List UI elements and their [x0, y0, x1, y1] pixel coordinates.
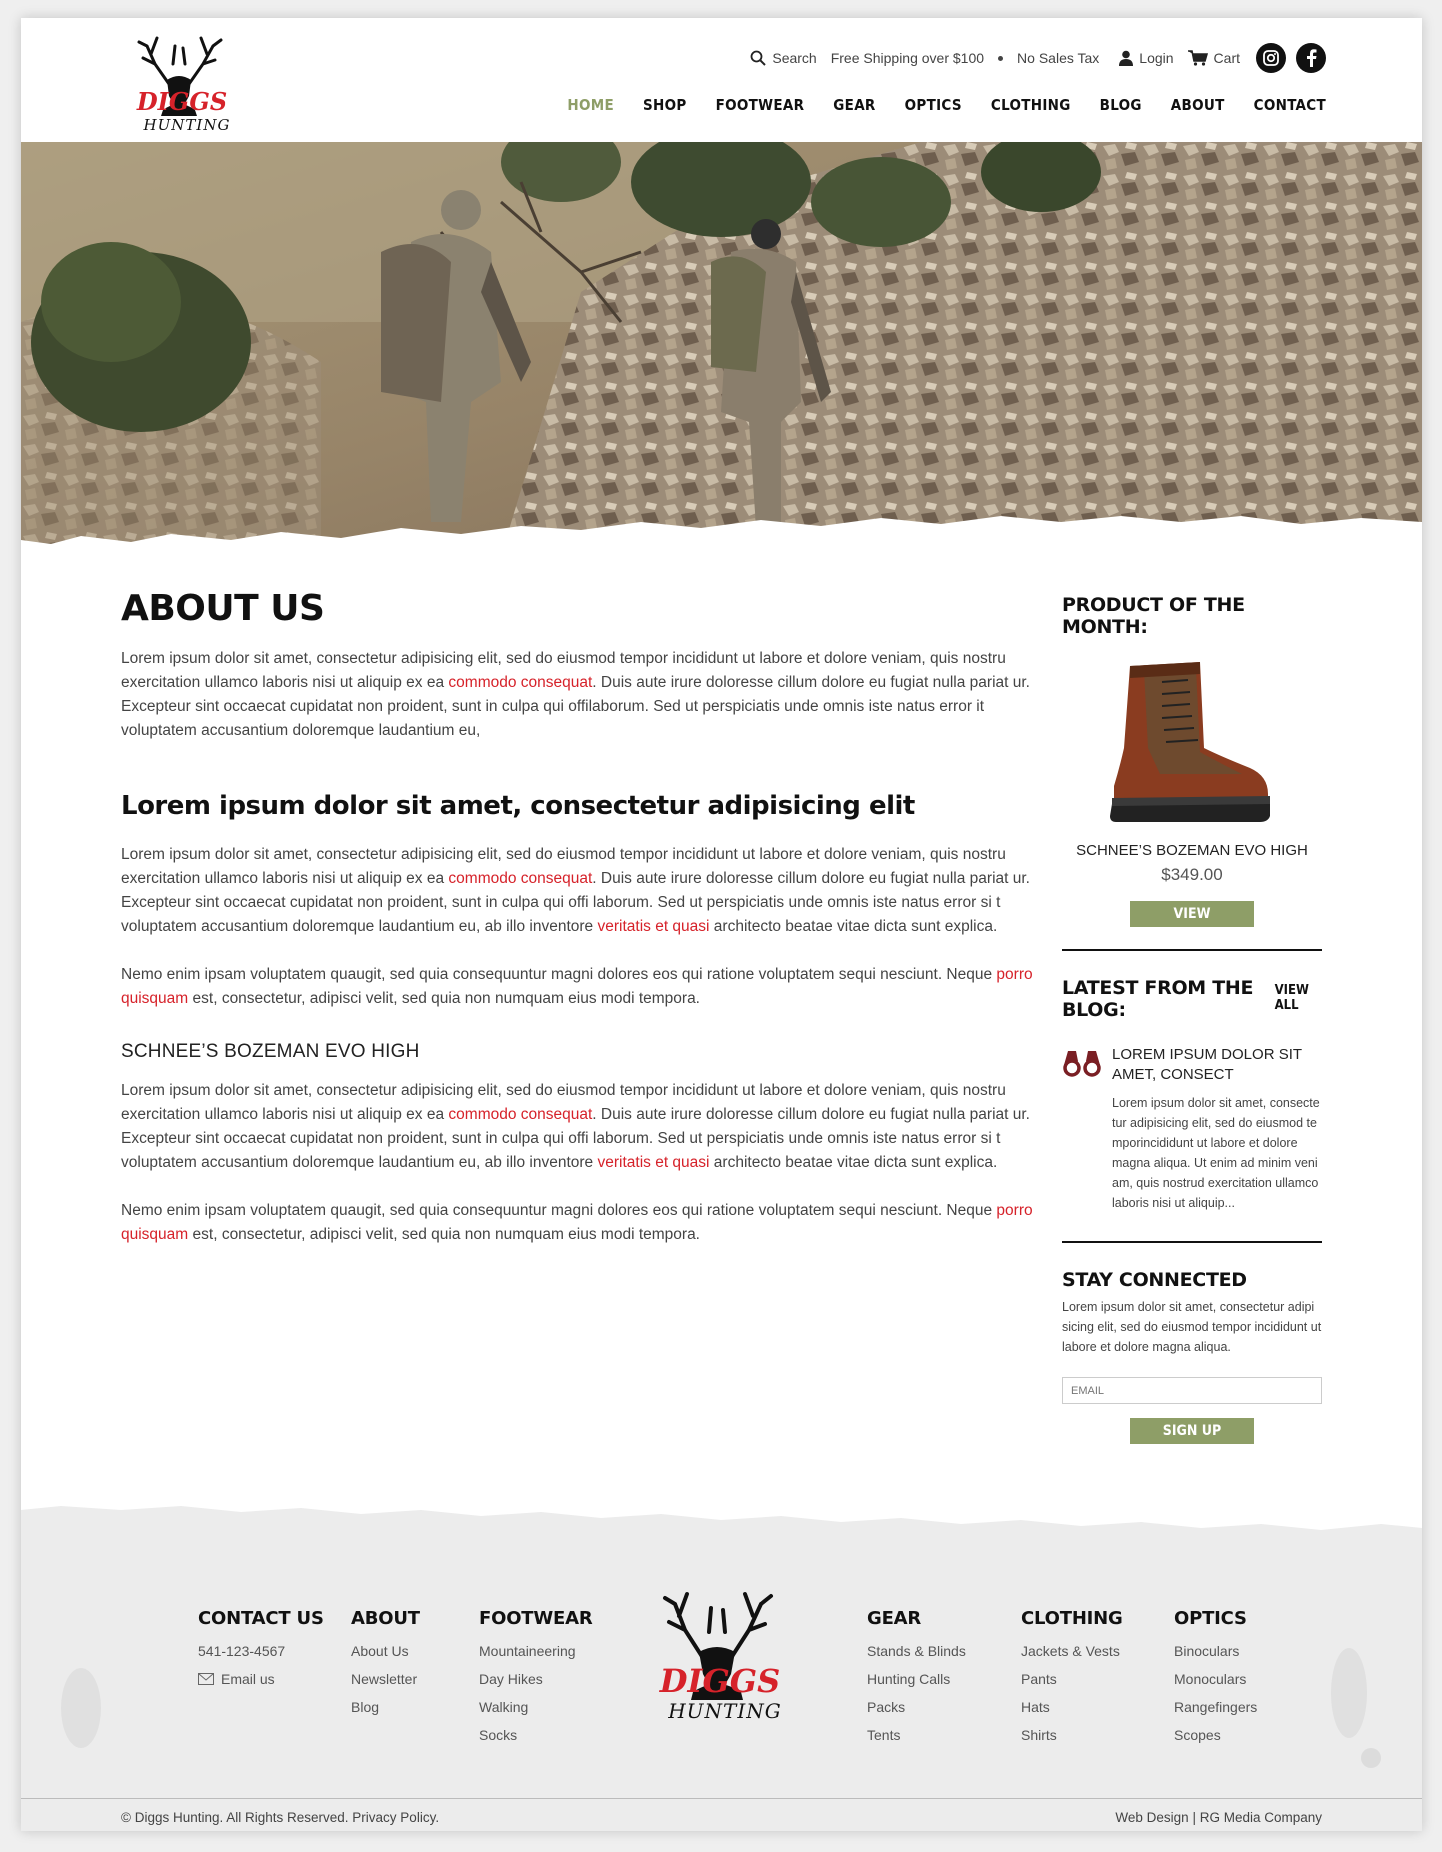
- footer-optics: [1174, 1608, 1257, 1749]
- nav-contact[interactable]: CONTACT: [1253, 96, 1326, 114]
- p3-text-a: Nemo enim ipsam voluptatem quaugit, sed quia consequuntur magni dolores eos qui ratione voluptatem sequi nesciunt. Neque: [121, 966, 997, 983]
- signup-wrap: [1062, 1418, 1322, 1444]
- site-logo[interactable]: [117, 24, 247, 136]
- p3-link[interactable]: porro quisquam: [121, 966, 1033, 1007]
- nav-blog[interactable]: BLOG: [1099, 96, 1142, 114]
- footer-bottom-bar: [121, 1810, 1322, 1825]
- search-label: Search: [772, 50, 817, 66]
- footer-link[interactable]: Binoculars: [1174, 1643, 1240, 1659]
- blog-header: [1062, 977, 1322, 1021]
- p4-link-2[interactable]: veritatis et quasi: [597, 1154, 710, 1171]
- nav-home[interactable]: HOME: [567, 96, 614, 114]
- footer-about: [351, 1608, 420, 1721]
- footer-link[interactable]: Monoculars: [1174, 1671, 1247, 1687]
- footer-link[interactable]: Tents: [867, 1727, 901, 1743]
- footer-link[interactable]: Packs: [867, 1699, 906, 1715]
- blog-post-excerpt: Lorem ipsum dolor sit amet, consecte tur adipisicing elit, sed do eiusmod te mporincididunt ut labore et dolore magna aliqua. Ut enim ad minim veni am, quis nostrud exercitation ullamco laboris nisi ut aliquip...: [1112, 1096, 1320, 1210]
- instagram-icon: [1263, 50, 1279, 66]
- site-header: [21, 18, 1422, 142]
- nav-gear[interactable]: GEAR: [833, 96, 876, 114]
- stay-connected-text: Lorem ipsum dolor sit amet, consectetur adipi sicing elit, sed do eiusmod tempor incididunt ut labore et dolore magna aliqua.: [1062, 1300, 1322, 1354]
- footer-link[interactable]: Hunting Calls: [867, 1671, 951, 1687]
- binoculars-icon: [1062, 1047, 1102, 1077]
- view-product-button[interactable]: VIEW: [1130, 901, 1254, 927]
- intro-paragraph: [121, 647, 1041, 743]
- product-subheading: SCHNEE’S BOZEMAN EVO HIGH: [121, 1041, 420, 1062]
- email-field[interactable]: [1062, 1377, 1322, 1404]
- footer-clothing-title: CLOTHING: [1021, 1608, 1123, 1629]
- nav-about[interactable]: ABOUT: [1170, 96, 1225, 114]
- sidebar: [1062, 588, 1322, 1444]
- footer-email-label: Email us: [221, 1671, 275, 1687]
- footer-link[interactable]: Walking: [479, 1699, 529, 1715]
- page: [21, 18, 1422, 1831]
- view-all-link[interactable]: VIEW ALL: [1274, 983, 1309, 1013]
- p4-text-b: . Duis aute irure doloresse cillum dolore eu fugiat nulla pariat ur. Excepteur sint occaecat cupidatat non proident, sunt in culpa qui offi laborum. Sed ut perspiciatis unde omnis iste natus error si t voluptatem accusantium doloremque laudantium eu, ab illo inventore: [121, 1106, 1030, 1171]
- footer-link[interactable]: Day Hikes: [479, 1671, 543, 1687]
- footer-footwear-title: FOOTWEAR: [479, 1608, 593, 1629]
- tax-notice: No Sales Tax: [1017, 50, 1100, 66]
- svg-text:DIGGS: DIGGS: [659, 1662, 781, 1700]
- product-price: $349.00: [1161, 865, 1223, 884]
- p2-link-1[interactable]: commodo consequat: [448, 870, 593, 887]
- p4-link-1[interactable]: commodo consequat: [448, 1106, 593, 1123]
- footer-link[interactable]: Rangefingers: [1174, 1699, 1258, 1715]
- facebook-icon: [1305, 49, 1317, 67]
- footer-link[interactable]: Pants: [1021, 1671, 1057, 1687]
- login-label: Login: [1139, 50, 1174, 66]
- footer-email-link[interactable]: [198, 1665, 324, 1693]
- footer-optics-title: OPTICS: [1174, 1608, 1247, 1629]
- paragraph-4: [121, 1079, 1041, 1175]
- footer-link[interactable]: Scopes: [1174, 1727, 1221, 1743]
- site-footer: [21, 1488, 1422, 1831]
- footer-link[interactable]: Shirts: [1021, 1727, 1057, 1743]
- login-link[interactable]: [1119, 50, 1173, 66]
- top-utility-bar: [750, 42, 1326, 74]
- cart-icon: [1188, 50, 1208, 66]
- sign-up-button[interactable]: SIGN UP: [1130, 1418, 1254, 1444]
- footer-link[interactable]: About Us: [351, 1643, 409, 1659]
- p3-text-b: est, consectetur, adipisci velit, sed quia non numquam eius modi tempora.: [188, 990, 700, 1007]
- p4-text-a: Lorem ipsum dolor sit amet, consectetur adipisicing elit, sed do eiusmod tempor incididunt ut labore et dolore veniam, quis nostru exercitation ullamco laboris nisi ut aliquip ex ea: [121, 1082, 1006, 1123]
- user-icon: [1119, 50, 1133, 66]
- intro-text-a: Lorem ipsum dolor sit amet, consectetur adipisicing elit, sed do eiusmod tempor incididunt ut labore et dolore veniam, quis nostru exercitation ullamco laboris nisi ut aliquip ex ea: [121, 650, 1006, 691]
- search-link[interactable]: [750, 50, 816, 66]
- p4-text-c: architecto beatae vitae dicta sunt explica.: [709, 1154, 998, 1171]
- footer-torn-edge: [21, 1480, 1422, 1540]
- product-name[interactable]: SCHNEE’S BOZEMAN EVO HIGH: [1076, 842, 1308, 859]
- svg-text:HUNTING: HUNTING: [143, 116, 231, 134]
- main-nav: [567, 96, 1326, 114]
- footer-link[interactable]: Blog: [351, 1699, 380, 1715]
- credit-text[interactable]: Web Design | RG Media Company: [1115, 1810, 1322, 1825]
- page-title: ABOUT US: [121, 588, 325, 629]
- blog-title: LATEST FROM THE BLOG:: [1062, 977, 1254, 1021]
- product-image[interactable]: [1100, 656, 1280, 826]
- footer-gear: [867, 1608, 966, 1749]
- footer-contact-title: CONTACT US: [198, 1608, 324, 1629]
- footer-about-title: ABOUT: [351, 1608, 420, 1629]
- shipping-notice: Free Shipping over $100: [830, 50, 985, 66]
- search-icon: [750, 50, 766, 66]
- blog-post-title[interactable]: LOREM IPSUM DOLOR SIT AMET, CONSECT: [1112, 1046, 1302, 1083]
- boot-image: [1100, 656, 1280, 826]
- footer-link[interactable]: Newsletter: [351, 1671, 418, 1687]
- p5-link[interactable]: porro quisquam: [121, 1202, 1033, 1243]
- footer-clothing: [1021, 1608, 1123, 1749]
- footer-link[interactable]: Stands & Blinds: [867, 1643, 966, 1659]
- p2-text-a: Lorem ipsum dolor sit amet, consectetur adipisicing elit, sed do eiusmod tempor incididunt ut labore et dolore veniam, quis nostru exercitation ullamco laboris nisi ut aliquip ex ea: [121, 846, 1006, 887]
- facebook-button[interactable]: [1296, 43, 1326, 73]
- cart-link[interactable]: [1188, 50, 1240, 66]
- svg-text:DIGGS: DIGGS: [136, 87, 228, 116]
- paragraph-5: [121, 1199, 1041, 1247]
- nav-shop[interactable]: SHOP: [643, 96, 687, 114]
- hero-image: [21, 142, 1422, 556]
- paragraph-3: [121, 963, 1041, 1011]
- footer-contact: [198, 1608, 324, 1693]
- paragraph-2: [121, 843, 1041, 939]
- cart-label: Cart: [1213, 50, 1240, 66]
- envelope-icon: [198, 1673, 214, 1685]
- footer-link[interactable]: Jackets & Vests: [1021, 1643, 1120, 1659]
- footer-divider: [21, 1798, 1422, 1799]
- copyright-text[interactable]: © Diggs Hunting. All Rights Reserved. Privacy Policy.: [121, 1810, 440, 1825]
- hunters-hillside-image: [21, 142, 1422, 556]
- svg-text:HUNTING: HUNTING: [668, 1699, 782, 1723]
- divider: [1062, 949, 1322, 951]
- footer-gear-title: GEAR: [867, 1608, 922, 1629]
- blog-post: [1062, 1045, 1322, 1213]
- potm-title: PRODUCT OF THE MONTH:: [1062, 594, 1245, 638]
- footer-link[interactable]: Hats: [1021, 1699, 1050, 1715]
- footer-logo[interactable]: [635, 1578, 805, 1728]
- p2-text-c: architecto beatae vitae dicta sunt explica.: [709, 918, 998, 935]
- instagram-button[interactable]: [1256, 43, 1286, 73]
- nav-optics[interactable]: OPTICS: [904, 96, 962, 114]
- footer-phone[interactable]: 541-123-4567: [198, 1643, 286, 1659]
- divider: [1062, 1241, 1322, 1243]
- footer-link[interactable]: Mountaineering: [479, 1643, 576, 1659]
- intro-text-b: . Duis aute irure doloresse cillum dolore eu fugiat nulla pariat ur. Excepteur sint occaecat cupidatat non proident, sunt in culpa qui offilaborum. Sed ut perspiciatis unde omnis iste natus error it voluptatem accusantium doloremque laudantium eu,: [121, 674, 1030, 739]
- p5-text-b: est, consectetur, adipisci velit, sed quia non numquam eius modi tempora.: [188, 1226, 700, 1243]
- section-heading: Lorem ipsum dolor sit amet, consectetur adipisicing elit: [121, 791, 915, 821]
- separator-dot: [998, 56, 1003, 61]
- deer-logo-icon: [635, 1578, 805, 1728]
- p2-text-b: . Duis aute irure doloresse cillum dolore eu fugiat nulla pariat ur. Excepteur sint occaecat cupidatat non proident, sunt in culpa qui offi laborum. Sed ut perspiciatis unde omnis iste natus error si t voluptatem accusantium doloremque laudantium eu, ab illo inventore: [121, 870, 1030, 935]
- intro-link[interactable]: commodo consequat: [448, 674, 593, 691]
- footer-footwear: [479, 1608, 593, 1749]
- stay-connected-title: STAY CONNECTED: [1062, 1269, 1247, 1291]
- deer-logo-icon: [117, 24, 247, 136]
- main-content: [121, 588, 1041, 1247]
- p5-text-a: Nemo enim ipsam voluptatem quaugit, sed quia consequuntur magni dolores eos qui ratione voluptatem sequi nesciunt. Neque: [121, 1202, 997, 1219]
- product-info: [1062, 842, 1322, 927]
- nav-footwear[interactable]: FOOTWEAR: [715, 96, 805, 114]
- nav-clothing[interactable]: CLOTHING: [990, 96, 1071, 114]
- p2-link-2[interactable]: veritatis et quasi: [597, 918, 710, 935]
- footer-link[interactable]: Socks: [479, 1727, 518, 1743]
